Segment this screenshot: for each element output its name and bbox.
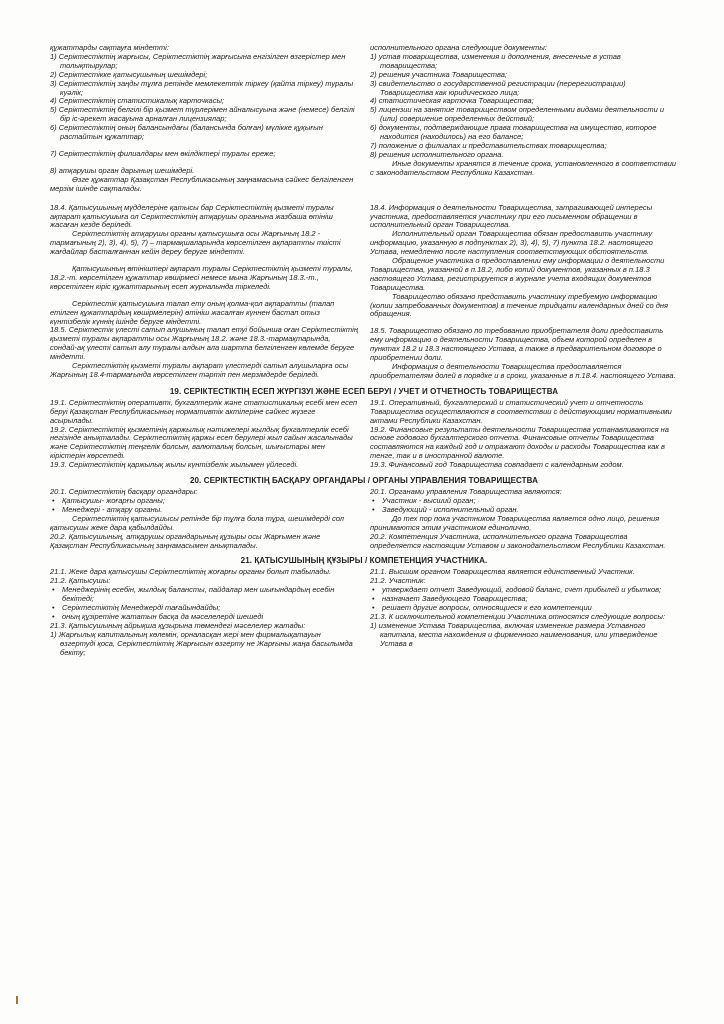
- paragraph: Исполнительный орган Товарищества обязан предоставить участнику информацию, указанную в подпунктах 2), 3), 4), 5), 7) пункта 18.2. настоящего Устава, немедленно после наступления соответствующих обстоятельств.: [370, 229, 653, 257]
- paragraph: 21.1. Жеке дара қатысушы Серіктестіктің жоғарғы органы болып табылады.: [50, 567, 332, 577]
- list-item: 4) статистическая карточка Товарищества;: [370, 96, 534, 106]
- paragraph: Товарищество обязано представить участнику требуемую информацию (копии затребованных документов) в течение тридцати календарных дней со дня обращения.: [370, 291, 669, 319]
- list-item: 3) свидетельство о государственной регистрации (перерегистрации) Товарищества как юридического лица;: [370, 78, 626, 97]
- paragraph: 19.1. Оперативный, бухгалтерский и статистический учет и отчетность Товарищества осуществляются в соответствии с действующими нормативными актами Республики Казахстан.: [370, 397, 672, 425]
- paragraph: 19.1. Серіктестіктің оперативті, бухгалтерлік және статистикалық есебі мен есеп беруі Қазақстан Республикасының нормативтік актілеріне сәйкес жүзеге асырылады.: [50, 397, 358, 425]
- paragraph: Серіктестіктің қызметі туралы ақпарат үлестерді сатып алушыларға осы Жарғының 18.4-тармағында көрсетілген тәртіп пен мерзімдерде беріледі.: [50, 361, 349, 379]
- paragraph: Обращение участника о предоставлении ему информации о деятельности Товарищества, указанной в п.18.2, либо копий документов, указанных в п.18.3 настоящего Устава, регистрируется в журнале учета входящих документов Товарищества.: [370, 256, 665, 292]
- section-heading: 21. ҚАТЫСУШЫНЫҢ ҚҰЗЫРЫ / КОМПЕТЕНЦИЯ УЧАСТНИКА.: [240, 556, 488, 566]
- paragraph: 20.2. Қатысушының, атқарушы органдарының құзыры осы Жарғымен және Қазақстан Республикасының заңнамасымен анықталады.: [50, 531, 321, 550]
- list-item: • решает другие вопросы, относящиеся к его компетенции: [370, 604, 678, 613]
- paragraph: До тех пор пока участником Товарищества является одно лицо, решения принимаются этим участником единолично.: [370, 513, 660, 532]
- paragraph: 18.4. Информация о деятельности Товарищества, затрагивающей интересы участника, предоставляется участнику при его письменном обращении в исполнительный орган Товарищества.: [370, 202, 653, 230]
- list-item: • утверждает отчет Заведующий, годовой баланс, счет прибылей и убытков;: [370, 586, 678, 595]
- list-item: • оның құзіретіне жататын басқа да мәселелерді шешеді: [50, 613, 358, 622]
- list-item: 1) устав товарищества, изменения и дополнения, внесенные в устав товарищества;: [370, 51, 621, 70]
- list-item: 4) Серіктестіктің статистикалық карточкасы;: [50, 96, 225, 106]
- column-kazakh: [50, 399, 358, 470]
- paragraph: 19.3. Финансовый год Товарищества совпадает с календарным годом.: [370, 460, 624, 470]
- scan-mark: [16, 996, 18, 1004]
- paragraph: Серіктестіктің атқарушы органы қатысушыға осы Жарғының 18.2 - тармағының 2), 3), 4), 5), 7) – тармақшаларында көрсетілген ақпаратты тиісті жағдайлар басталғаннан кейін дереу беруге міндетті.: [50, 229, 341, 257]
- paragraph: 21.1. Высшим органом Товарищества является единственный Участник.: [370, 567, 635, 577]
- section-accounting: [50, 399, 678, 470]
- paragraph: Қатысушының өтініштері ақпарат туралы Серіктестіктің қызметі туралы, 18.2.-т. көрсетілген құжаттар көшірмесі немесе мына Жарғының 18.3.-т., көрсетілген кіріс құжаттарының есеп журналында тіркеледі.: [50, 264, 353, 291]
- list-item: 8) атқарушы орган дарының шешімдері.: [50, 165, 195, 175]
- paragraph: 20.1. Серіктестіктің басқару органдары:: [50, 487, 198, 497]
- paragraph: 20.1. Органами управления Товарищества являются:: [370, 487, 562, 497]
- section-competence: [50, 568, 678, 657]
- column-kazakh: [50, 488, 358, 550]
- column-kazakh: [50, 568, 358, 657]
- list-item: 7) Серіктестіктің филиалдары мен өкілдіктері туралы ереже;: [50, 148, 276, 158]
- block-documents: [50, 44, 678, 194]
- list-item: 7) положение о филиалах и представительствах товарищества;: [370, 140, 607, 150]
- column-russian: [370, 204, 678, 381]
- paragraph: 18.4. Қатысушының мүдделеріне қатысы бар Серіктестіктің қызметі туралы ақпарат қатысушыға ол Серіктестіктің атқарушы органына жазбаша өтініш жасаған кезде беріледі.: [50, 202, 334, 230]
- list-item: 2) решения участника Товарищества;: [370, 69, 508, 79]
- section-heading: 20. СЕРІКТЕСТІКТІҢ БАСҚАРУ ОРГАНДАРЫ / ОРГАНЫ УПРАВЛЕНИЯ ТОВАРИЩЕСТВА: [189, 476, 539, 486]
- list-item: 1) изменение Устава Товарищества, включая изменение размера Уставного капитала, места нахождения и фирменного наименования, или утверждение Устава в: [370, 620, 658, 648]
- column-russian: [370, 568, 678, 657]
- paragraph: 18.5. Серіктестік үлесті сатып алушының талап етуі бойынша оған Серіктестіктің қызметі туралы ақпаратты осы Жарғының 18.2. және 18.3.-тармақтарында, сондай-ақ үлесті сатып алу туралы алдын ала шартта белгіленген көлемде беруге міндетті.: [50, 325, 358, 362]
- paragraph: 21.3. К исключительной компетенции Участника относятся следующие вопросы:: [370, 611, 666, 621]
- section-heading: 19. СЕРІКТЕСТІКТІҢ ЕСЕП ЖҮРГІЗУІ ЖӘНЕ ЕСЕП БЕРУІ / УЧЕТ И ОТЧЕТНОСТЬ ТОВАРИЩЕСТВА: [169, 386, 559, 396]
- column-russian: [370, 488, 678, 550]
- list-item: • Менеджері - атқару органы.: [50, 506, 358, 515]
- paragraph: 21.3. Қатысушының айрықша құзырына төмендегі мәселелер жатады:: [50, 620, 306, 630]
- list-item: 1) Жарғылық капиталының көлемін, орналасқан жері мен фирмалықатауын өзгертуді қоса, Серіктестіктің Жарғысын өзгерту не Жарғыны жаңа басылымда бекіту;: [50, 629, 353, 657]
- list-item: 6) Серіктестіктің оның балансындағы (балансында болған) мүлікке құқығын растайтын құжаттар;: [50, 123, 323, 142]
- list-item: 8) решения исполнительного органа.: [370, 149, 504, 159]
- section-governance: [50, 488, 678, 550]
- list-item: • Менеджерінің есебін, жылдық балансты, пайдалар мен шығындардың есебін бекітеді;: [50, 586, 358, 604]
- paragraph: Серіктестік қатысушыға талап ету оның қолма-қол ақпаратты (талап етілген құжаттардың көшірмелерін) өтініш жасалған күннен бастап отыз күнтізбелік күннің ішінде беруге міндетті.: [50, 298, 335, 326]
- block-information: [50, 204, 678, 381]
- paragraph: Иные документы хранятся в течение срока, установленного в соответствии с законодательством Республики Казахстан.: [370, 158, 677, 177]
- list-item: • Участник - высший орган;: [370, 497, 678, 506]
- paragraph: 18.5. Товарищество обязано по требованию приобретателя доли предоставить ему информацию о деятельности Товарищества, объем которой определен в пунктах 18.2 и 18.3 настоящего Устава, а также в предварительном договоре о приобретении доли.: [370, 326, 664, 363]
- list-item: • назначает Заведующего Товарищества;: [370, 595, 678, 604]
- paragraph: 19.2. Финансовые результаты деятельности Товарищества устанавливаются на основе годового бухгалтерского отчета. Финансовые отчеты Товарищества составляются на каждый год и отражают доходы и расходы Товарищества как в тенге, так и в иностранной валюте.: [370, 424, 669, 461]
- list-item: 1) Серіктестіктің жарғысы, Серіктестіктің жарғысына енгізілген өзгерістер мен толықтырулар;: [50, 51, 346, 70]
- paragraph: 21.2. Қатысушы:: [50, 576, 111, 586]
- paragraph: 20.2. Компетенция Участника, исполнительного органа Товарищества определяется настоящим Уставом и законодательством Республики Казахстан.: [370, 531, 666, 550]
- list-item: • Серіктестіктің Менеджерді тағайындайды;: [50, 604, 358, 613]
- list-item: • Қатысушы- жоғарғы органы;: [50, 497, 358, 506]
- paragraph: Информация о деятельности Товарищества предоставляется приобретателям долей в порядке и в сроки, указанные в п.18.4. настоящего Устава.: [370, 362, 676, 380]
- paragraph: Серіктестіктің қатысушысы ретінде бір тұлға бола тұра, шешімдерді сол қатысушы жеке дара қабылдайды.: [50, 513, 344, 532]
- paragraph: 19.3. Серіктестіктің қаржылық жылы күнтізбелік жылымен үйлеседі.: [50, 460, 299, 470]
- paragraph: исполнительного органа следующие документы:: [370, 43, 547, 52]
- list-item: 2) Серіктестікке қатысушының шешімдері;: [50, 69, 208, 79]
- list-item: 3) Серіктестіктің заңды тұлға ретінде мемлекеттік тіркеу (қайта тіркеу) туралы куәлік;: [50, 78, 354, 97]
- column-russian: [370, 44, 678, 194]
- paragraph: Өзге құжаттар Қазақстан Республикасының заңнамасына сәйкес белгіленген мерзім ішінде сақталады.: [50, 174, 354, 193]
- column-russian: [370, 399, 678, 470]
- paragraph: 19.2. Серіктестіктің қызметінің қаржылық нәтижелері жылдық бухгалтерлік есебі негізінде анықталады. Серіктестіктің қаржы есеп берулері жыл сайын жасалынады және Серіктестіктің теңгелік болсын, валюталық болсын, шығыстары мен кірістерін көрсетеді.: [50, 424, 353, 461]
- list-item: 5) Серіктестіктің белгілі бір қызмет түрлерімен айналысуына және (немесе) белгілі бір іс-әрекет жасауына арналған лицензиялар;: [50, 105, 355, 124]
- list-item: 5) лицензии на занятие товариществом определенными видами деятельности и (или) совершение определенных действий;: [370, 105, 665, 124]
- list-item: 6) документы, подтверждающие права товарищества на имущество, которое находится (находилось) на его балансе;: [370, 123, 657, 142]
- paragraph: құжаттарды сақтауға міндетті:: [50, 43, 169, 52]
- column-kazakh: [50, 204, 358, 381]
- paragraph: 21.2. Участник:: [370, 576, 426, 586]
- list-item: • Заведующий - исполнительный орган.: [370, 506, 678, 515]
- document-page: [50, 44, 678, 657]
- column-kazakh: [50, 44, 358, 194]
